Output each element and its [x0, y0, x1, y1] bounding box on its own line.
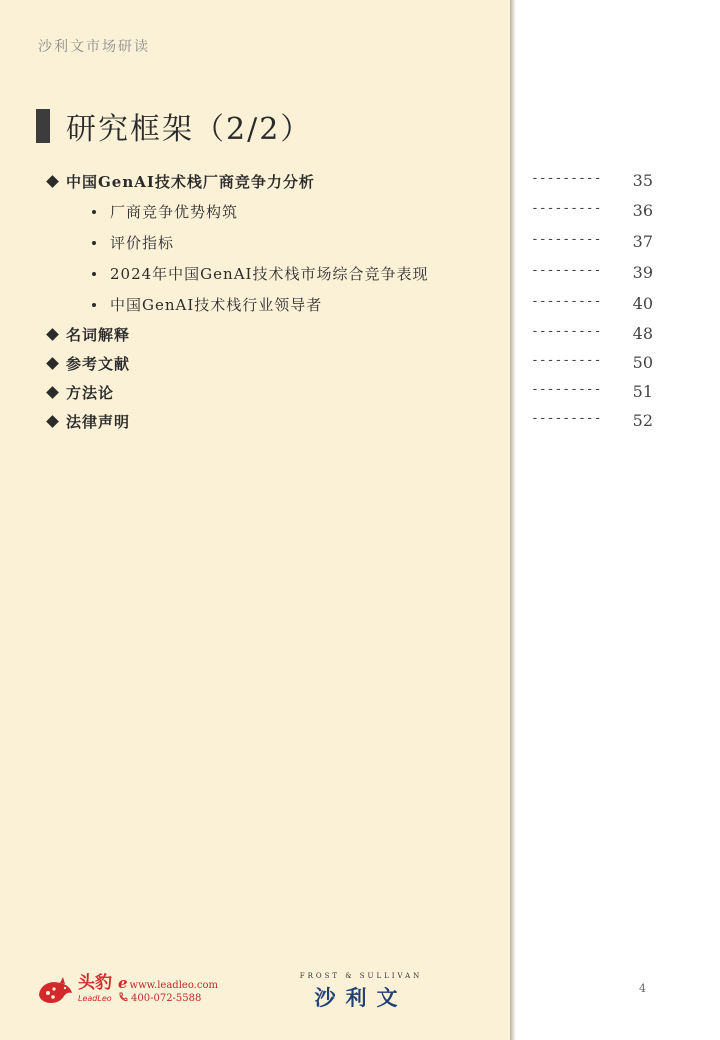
toc-leader-dashes: --------- [531, 382, 602, 397]
toc-page-number: 52 [632, 411, 653, 430]
phone-icon [118, 992, 128, 1002]
toc-row[interactable] [0, 294, 720, 320]
leopard-icon [36, 975, 74, 1007]
toc-page-number: 51 [632, 382, 653, 401]
toc-leader-dashes: --------- [531, 324, 602, 339]
toc-entry-label: 法律声明 [66, 413, 131, 431]
toc-leader-dashes: --------- [531, 232, 602, 247]
footer-contact [118, 974, 218, 1005]
web-e-icon: e [118, 974, 128, 992]
website-line [118, 974, 218, 992]
toc-entry-label: 名词解释 [66, 326, 131, 344]
toc-row[interactable] [0, 171, 720, 197]
dot-bullet-icon [92, 210, 96, 214]
toc-row[interactable] [0, 353, 720, 379]
toc-entry-label: 中国GenAI技术栈行业领导者 [110, 296, 323, 314]
toc-main-entry [46, 382, 114, 403]
toc-page-number: 50 [632, 353, 653, 372]
toc-row[interactable] [0, 201, 720, 227]
frost-sullivan-logo [296, 972, 426, 1012]
diamond-bullet-icon [46, 415, 59, 428]
toc-entry-label: 中国GenAI技术栈厂商竞争力分析 [66, 173, 315, 191]
diamond-bullet-icon [46, 357, 59, 370]
phone-line [118, 992, 218, 1005]
toc-entry-label: 参考文献 [66, 355, 131, 373]
phone-number: 400-072-5588 [131, 993, 202, 1004]
toc-entry-label: 方法论 [66, 384, 115, 402]
diamond-bullet-icon [46, 328, 59, 341]
toc-entry-label: 2024年中国GenAI技术栈市场综合竞争表现 [110, 265, 429, 283]
toc-row[interactable] [0, 263, 720, 289]
toc-row[interactable] [0, 411, 720, 437]
dot-bullet-icon [92, 241, 96, 245]
toc-main-entry [46, 171, 315, 192]
toc-page-number: 48 [632, 324, 653, 343]
fs-logo-cn: 沙利文 [314, 986, 408, 1010]
toc-leader-dashes: --------- [531, 263, 602, 278]
dot-bullet-icon [92, 272, 96, 276]
page-title: 研究框架（2/2） [66, 112, 313, 147]
toc-main-entry [46, 411, 130, 432]
toc-sub-entry [92, 201, 238, 222]
toc-row[interactable] [0, 324, 720, 350]
toc-page-number: 36 [632, 201, 653, 220]
toc-leader-dashes: --------- [531, 411, 602, 426]
leadleo-brand-en: LeadLeo [78, 994, 112, 1003]
toc-row[interactable] [0, 382, 720, 408]
toc-sub-entry [92, 232, 174, 253]
toc-sub-entry [92, 263, 428, 284]
title-accent-bar [36, 109, 50, 143]
fs-logo-en: FROST & SULLIVAN [299, 972, 423, 980]
website-link[interactable]: www.leadleo.com [129, 980, 218, 991]
toc-entry-label: 厂商竞争优势构筑 [110, 203, 239, 221]
toc-page-number: 35 [632, 171, 653, 190]
diamond-bullet-icon [46, 175, 59, 188]
header-brand: 沙利文市场研读 [38, 39, 150, 55]
leadleo-logo [36, 975, 218, 1007]
dot-bullet-icon [92, 303, 96, 307]
toc-leader-dashes: --------- [531, 353, 602, 368]
panel-divider [510, 0, 516, 1040]
toc-main-entry [46, 324, 130, 345]
diamond-bullet-icon [46, 386, 59, 399]
toc-leader-dashes: --------- [531, 171, 602, 186]
toc-main-entry [46, 353, 130, 374]
toc-row[interactable] [0, 232, 720, 258]
toc-leader-dashes: --------- [531, 201, 602, 216]
toc-sub-entry [92, 294, 322, 315]
toc-page-number: 39 [632, 263, 653, 282]
toc-page-number: 37 [632, 232, 653, 251]
toc-leader-dashes: --------- [531, 294, 602, 309]
leadleo-brand-cn: 头豹 [78, 973, 112, 993]
title-row [36, 104, 312, 148]
toc-entry-label: 评价指标 [110, 234, 175, 252]
toc-page-number: 40 [632, 294, 653, 313]
page-number: 4 [639, 982, 646, 995]
